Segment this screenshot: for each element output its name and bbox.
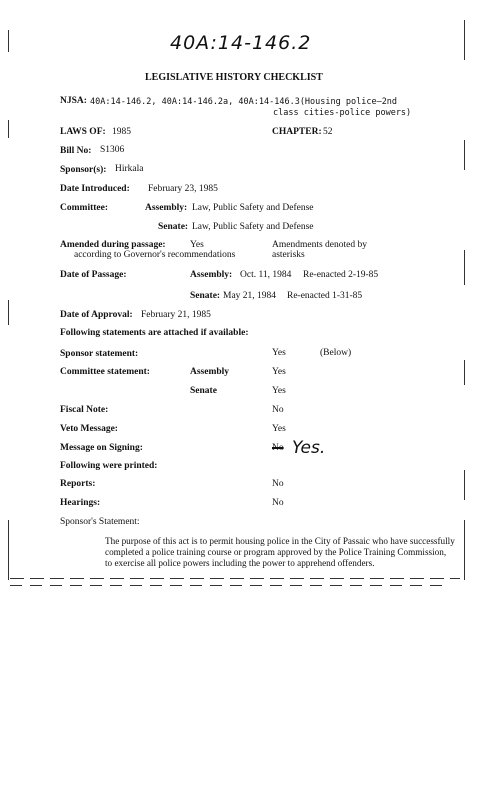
hearings-value: No: [272, 498, 284, 508]
committee-label: Committee:: [60, 203, 109, 213]
chapter-value: 52: [323, 127, 333, 137]
chapter-label: CHAPTER:: [272, 127, 322, 137]
sponsors-statement-label: Sponsor's Statement:: [60, 517, 140, 527]
committee-senate-value: Law, Public Safety and Defense: [192, 222, 314, 232]
veto-message-label: Veto Message:: [60, 424, 118, 434]
amended-label: Amended during passage:: [60, 240, 166, 250]
scan-dashed-line-1: [10, 578, 460, 579]
committee-statement-label: Committee statement:: [60, 367, 150, 377]
committee-assembly-value: Law, Public Safety and Defense: [192, 203, 314, 213]
committee-statement-senate-value: Yes: [272, 386, 286, 396]
date-introduced-value: February 23, 1985: [148, 184, 218, 194]
sponsor-statement-value: Yes: [272, 348, 286, 358]
bill-no-value: S1306: [100, 145, 125, 155]
committee-assembly-label: Assembly:: [145, 203, 188, 213]
scan-edge-right-4: [464, 360, 465, 385]
scan-edge-right-6: [464, 520, 465, 580]
scan-edge-left-3: [8, 300, 9, 325]
passage-senate-value: May 21, 1984: [223, 291, 277, 301]
message-on-signing-struck-value: No: [272, 443, 284, 453]
njsa-label: NJSA:: [60, 96, 87, 106]
page-title: LEGISLATIVE HISTORY CHECKLIST: [145, 72, 323, 83]
passage-assembly-value: Oct. 11, 1984: [240, 270, 292, 280]
message-on-signing-handwritten-value: Yes.: [292, 438, 326, 458]
date-of-approval-value: February 21, 1985: [141, 310, 211, 320]
njsa-value-line1: 40A:14-146.2, 40A:14-146.2a, 40A:14-146.3(Housing police—2nd: [90, 97, 398, 107]
hearings-label: Hearings:: [60, 498, 101, 508]
fiscal-note-label: Fiscal Note:: [60, 405, 109, 415]
veto-message-value: Yes: [272, 424, 286, 434]
date-introduced-label: Date Introduced:: [60, 184, 130, 194]
scan-edge-right-1: [464, 20, 465, 60]
date-of-approval-label: Date of Approval:: [60, 310, 133, 320]
scan-edge-left-4: [8, 520, 9, 580]
sponsors-statement-text: The purpose of this act is to permit housing police in the City of Passaic who have successfully completed a police training course or program approved by the Police Training Commission, to exercise all police powers including the power to apprehend offenders.: [105, 536, 455, 569]
fiscal-note-value: No: [272, 405, 284, 415]
committee-statement-assembly: Assembly: [190, 367, 230, 377]
scan-dashed-line-2: [10, 585, 450, 586]
sponsor-statement-note: (Below): [320, 348, 352, 358]
committee-senate-label: Senate:: [158, 222, 189, 232]
handwritten-code: 40A:14-146.2: [170, 32, 312, 54]
amended-value: Yes: [190, 240, 204, 250]
laws-of-label: LAWS OF:: [60, 127, 106, 137]
amended-note-line1: Amendments denoted by: [272, 240, 367, 250]
sponsor-value: Hirkala: [115, 164, 144, 174]
reports-label: Reports:: [60, 479, 96, 489]
laws-of-value: 1985: [112, 127, 131, 137]
passage-senate-label: Senate:: [190, 291, 221, 301]
message-on-signing-label: Message on Signing:: [60, 443, 143, 453]
scan-edge-right-3: [464, 250, 465, 285]
amended-note-line2: asterisks: [272, 250, 305, 260]
bill-no-label: Bill No:: [60, 146, 92, 156]
scan-edge-left-2: [8, 120, 9, 138]
scan-edge-right-2: [464, 140, 465, 170]
njsa-value-line2: class cities-police powers): [273, 108, 412, 118]
following-printed-label: Following were printed:: [60, 461, 158, 471]
date-of-passage-label: Date of Passage:: [60, 270, 127, 280]
attached-heading: Following statements are attached if available:: [60, 328, 249, 338]
reports-value: No: [272, 479, 284, 489]
sponsor-statement-label: Sponsor statement:: [60, 349, 139, 359]
amended-sub: according to Governor's recommendations: [74, 250, 236, 260]
passage-senate-extra: Re-enacted 1-31-85: [287, 291, 363, 301]
scan-edge-right-5: [464, 470, 465, 500]
committee-statement-assembly-value: Yes: [272, 367, 286, 377]
passage-assembly-extra: Re-enacted 2-19-85: [303, 270, 379, 280]
committee-statement-senate: Senate: [190, 386, 217, 396]
scan-edge-left-1: [8, 30, 9, 52]
sponsor-label: Sponsor(s):: [60, 165, 107, 175]
passage-assembly-label: Assembly:: [190, 270, 233, 280]
